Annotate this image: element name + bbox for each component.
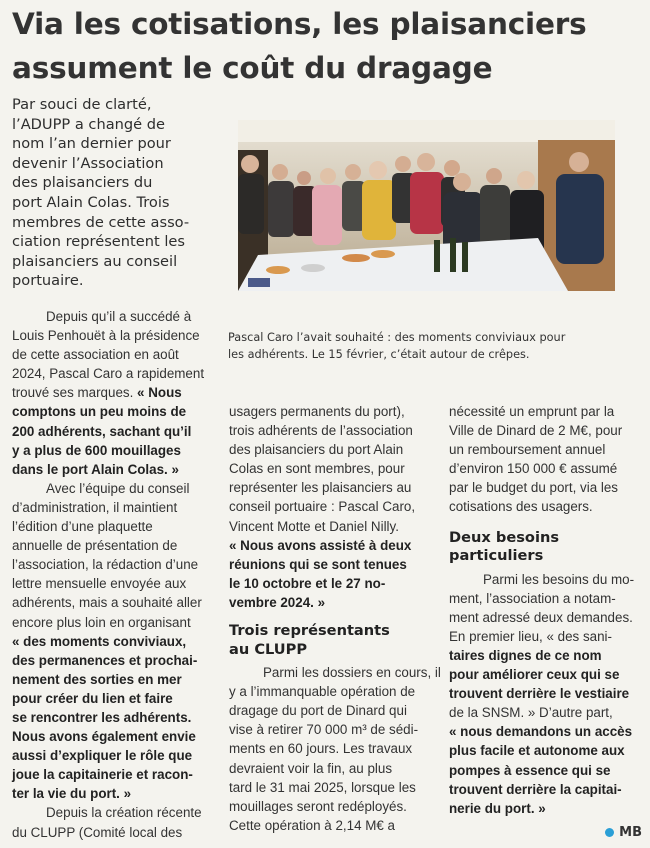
- text-line: trouvent derrière la capitai-: [449, 781, 622, 797]
- text-line: pompes à essence qui se: [449, 762, 611, 778]
- text-line: lettre mensuelle envoyée aux: [12, 576, 187, 592]
- column-3-text-a: [449, 402, 645, 517]
- lead-paragraph: [12, 95, 227, 291]
- text-line: encore plus loin en organisant: [12, 614, 191, 630]
- text-line: pour créer du lien et faire: [12, 690, 173, 706]
- text-line: cotisations des usagers.: [449, 499, 593, 515]
- text-line: ter la vie du port. »: [12, 786, 132, 802]
- text-line: le 10 octobre et le 27 no-: [229, 575, 386, 591]
- lead-line: Par souci de clarté,: [12, 96, 152, 113]
- article-column-3: [449, 402, 645, 818]
- text-line: Parmi les besoins du mo-: [483, 571, 635, 587]
- text-line: nerie du port. »: [449, 800, 546, 816]
- text-line: 2024, Pascal Caro a rapidement: [12, 366, 205, 382]
- text-line: Depuis qu’il a succédé à: [46, 309, 192, 324]
- text-line: l’édition d’une plaquette: [12, 519, 153, 535]
- text-line: Louis Penhouët à la présidence: [12, 328, 200, 344]
- text-line: l’association, la rédaction d’une: [12, 557, 199, 573]
- headline-line: assument le coût du dragage: [12, 51, 493, 85]
- text-line: par le budget du port, via les: [449, 480, 618, 496]
- text-line: pour améliorer ceux qui se: [449, 667, 620, 683]
- text-line: « nous demandons un accès: [449, 724, 633, 740]
- text-line: joue la capitainerie et racon-: [12, 767, 193, 783]
- lead-line: des plaisanciers du: [12, 174, 153, 192]
- lead-line: devenir l’Association: [12, 154, 164, 172]
- headline: [12, 2, 642, 90]
- lead-line: ciation représentent les: [12, 233, 185, 251]
- text-line: de la SNSM. » D’autre part,: [449, 705, 613, 721]
- text-line: En premier lieu, « des sani-: [449, 628, 612, 644]
- text-line: devraient voir la fin, au plus: [229, 760, 393, 776]
- text-line: comptons un peu moins de: [12, 404, 187, 420]
- text-line: nécessité un emprunt par la: [449, 404, 615, 419]
- text-line: un remboursement annuel: [449, 442, 606, 458]
- author-signature: [605, 825, 642, 840]
- text-line: Depuis la création récente: [46, 805, 202, 821]
- caption-line: les adhérents. Le 15 février, c’était autour de crêpes.: [228, 348, 530, 361]
- text-line: Cette opération à 2,14 M€ a: [229, 817, 396, 833]
- text-line: Avec l’équipe du conseil: [46, 480, 190, 496]
- lead-line: l’ADUPP a changé de: [12, 115, 166, 133]
- lead-line: nom l’an dernier pour: [12, 135, 171, 153]
- lead-line: membres de cette asso-: [12, 213, 190, 231]
- bullet-icon: [605, 828, 614, 837]
- text-line: taires dignes de ce nom: [449, 647, 602, 663]
- text-line: tard le 31 mai 2025, lorsque les: [229, 779, 416, 795]
- text-line: d’administration, il maintient: [12, 499, 178, 515]
- lead-line: plaisanciers au conseil: [12, 252, 178, 270]
- text-line: 200 adhérents, sachant qu’il: [12, 423, 192, 439]
- lead-line: portuaire.: [12, 272, 84, 290]
- caption-line: Pascal Caro l’avait souhaité : des moments conviviaux pour: [228, 331, 566, 344]
- lead-line: port Alain Colas. Trois: [12, 193, 170, 211]
- text-line: y a plus de 600 mouillages: [12, 442, 181, 458]
- text-line: ments en 60 jours. Les travaux: [229, 741, 413, 757]
- text-line: des permanences et prochai-: [12, 652, 198, 668]
- headline-line: Via les cotisations, les plaisanciers: [12, 7, 587, 41]
- article-column-2: [229, 402, 441, 835]
- text-line: du CLUPP (Comité local des: [12, 824, 183, 840]
- column-2-text-a: [229, 402, 434, 612]
- text-line: dans le port Alain Colas. »: [12, 461, 179, 477]
- article-column-1: [12, 307, 212, 842]
- text-line: dragage du port de Dinard qui: [229, 703, 407, 719]
- text-line: trois adhérents de l’association: [229, 423, 413, 439]
- text-line: Vincent Motte et Daniel Nilly.: [229, 518, 399, 534]
- subheading-line: Deux besoins: [449, 528, 560, 546]
- text-line: ment adressé deux demandes.: [449, 609, 633, 625]
- text-line: Ville de Dinard de 2 M€, pour: [449, 423, 623, 439]
- photo-illustration: [238, 120, 615, 291]
- text-line: représenter les plaisanciers au: [229, 480, 412, 496]
- text-line: Parmi les dossiers en cours, il: [263, 665, 441, 681]
- text-line: se rencontrer les adhérents.: [12, 709, 192, 725]
- subheading-line: au CLUPP: [229, 640, 308, 658]
- text-line: annuelle de présentation de: [12, 538, 178, 554]
- text-line: adhérents, mais a souhaité aller: [12, 595, 202, 611]
- text-line: vembre 2024. »: [229, 594, 326, 610]
- text-line: trouvé ses marques. « Nous: [12, 385, 182, 401]
- text-line: de cette association en août: [12, 347, 179, 363]
- subheading-line: particuliers: [449, 547, 544, 565]
- text-line: trouvent derrière le vestiaire: [449, 686, 630, 702]
- article-photo: [238, 120, 615, 291]
- text-line: conseil portuaire : Pascal Caro,: [229, 499, 416, 515]
- subheading-deux-besoins: [449, 529, 645, 566]
- text-line: d’environ 150 000 € assumé: [449, 461, 618, 477]
- text-line: y a l’immanquable opération de: [229, 684, 416, 700]
- text-line: Colas en sont membres, pour: [229, 461, 405, 477]
- text-line: vise à retirer 70 000 m³ de sédi-: [229, 722, 419, 738]
- text-line: usagers permanents du port),: [229, 404, 405, 419]
- text-line: ment, l’association a notam-: [449, 590, 616, 606]
- text-line: plus facile et autonome aux: [449, 743, 625, 759]
- text-line: nement des sorties en mer: [12, 671, 182, 687]
- photo-caption: [228, 329, 638, 363]
- text-line: aussi d’expliquer le rôle que: [12, 748, 193, 764]
- subheading-trois-representants: [229, 622, 434, 659]
- text-line: réunions qui se sont tenues: [229, 556, 407, 572]
- text-line: « des moments conviviaux,: [12, 633, 187, 649]
- text-line: mouillages seront redéployés.: [229, 798, 407, 814]
- text-line: « Nous avons assisté à deux: [229, 537, 412, 553]
- text-line: des plaisanciers du port Alain: [229, 442, 404, 458]
- subheading-line: Trois représentants: [229, 622, 390, 640]
- column-2-text-b: [229, 663, 441, 835]
- column-3-text-b: [449, 570, 645, 818]
- text-line: Nous avons également envie: [12, 729, 196, 745]
- author-initials: MB: [619, 825, 642, 840]
